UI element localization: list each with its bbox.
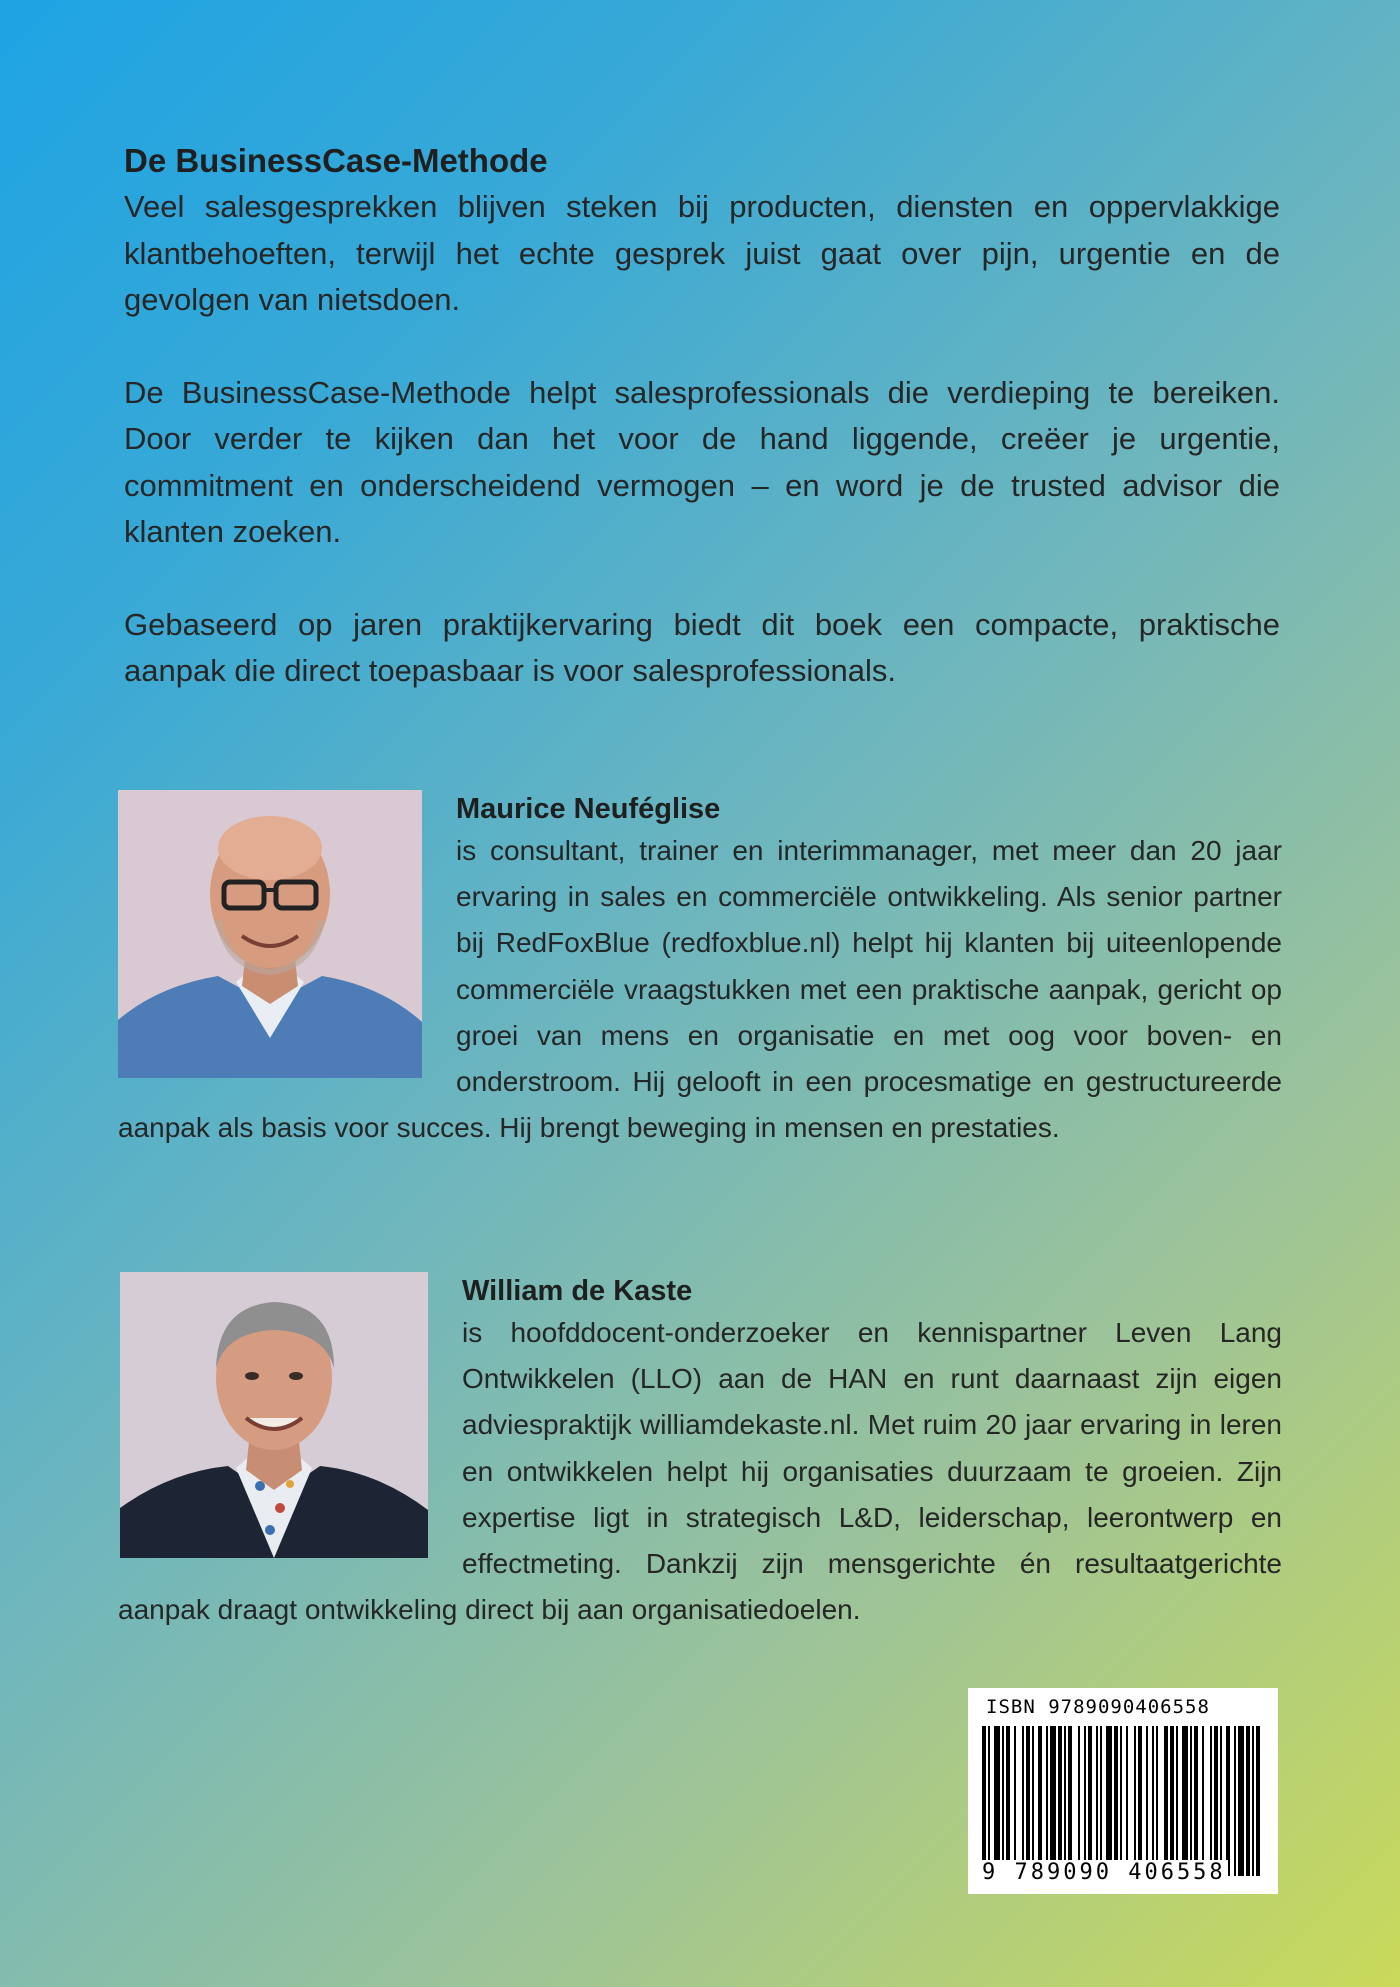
book-title: De BusinessCase-Methode	[124, 142, 548, 179]
author-bio: is hoofddocent-onderzoeker en kennispartner Leven Lang Ontwikkelen (LLO) aan de HAN en runt daarnaast zijn eigen adviespraktijk williamdekaste.nl. Met ruim 20 jaar ervaring in leren en ontwikkelen helpt hij organisaties duurzaam te groeien. Zijn expertise ligt in strategisch L&D, leiderschap, leerontwerp en effectmeting. Dankzij zijn mensgerichte én resultaatgerichte aanpak draagt ontwikkeling direct bij aan organisatiedoelen.	[118, 1317, 1282, 1626]
isbn-barcode	[968, 1688, 1278, 1894]
author-bio-maurice	[118, 790, 1282, 1151]
isbn-label: ISBN 9789090406558	[986, 1696, 1210, 1718]
author-photo	[118, 790, 422, 1078]
intro-paragraph: Veel salesgesprekken blijven steken bij producten, diensten en oppervlakkige klantbehoeften, terwijl het echte gesprek juist gaat over pijn, urgentie en de gevolgen van nietsdoen.	[124, 189, 1280, 317]
barcode-bars	[982, 1726, 1264, 1876]
intro-paragraph: Gebaseerd op jaren praktijkervaring biedt dit boek een compacte, praktische aanpak die direct toepasbaar is voor salesprofessionals.	[124, 606, 1280, 688]
author-name: William de Kaste	[462, 1275, 693, 1307]
portrait-image	[120, 1272, 428, 1558]
intro-section	[124, 140, 1280, 741]
intro-paragraph: De BusinessCase-Methode helpt salesprofessionals die verdieping te bereiken. Door verder te kijken dan het voor de hand liggende, creëer je urgentie, commitment en onderscheidend vermogen – en word je de trusted advisor die klanten zoeken.	[124, 374, 1280, 549]
portrait-image	[118, 790, 422, 1078]
author-bio-william	[118, 1272, 1282, 1633]
author-bio: is consultant, trainer en interimmanager, met meer dan 20 jaar ervaring in sales en commerciële ontwikkeling. Als senior partner bij RedFoxBlue (redfoxblue.nl) helpt hij klanten bij uiteenlopende commerciële vraagstukken met een praktische aanpak, gericht op groei van mens en organisatie en met oog voor boven- en onderstroom. Hij gelooft in een procesmatige en gestructureerde aanpak als basis voor succes. Hij brengt beweging in mensen en prestaties.	[118, 835, 1282, 1144]
author-name: Maurice Neuféglise	[456, 793, 721, 825]
isbn-digits: 9 789090 406558	[982, 1860, 1226, 1885]
author-photo	[120, 1272, 428, 1558]
